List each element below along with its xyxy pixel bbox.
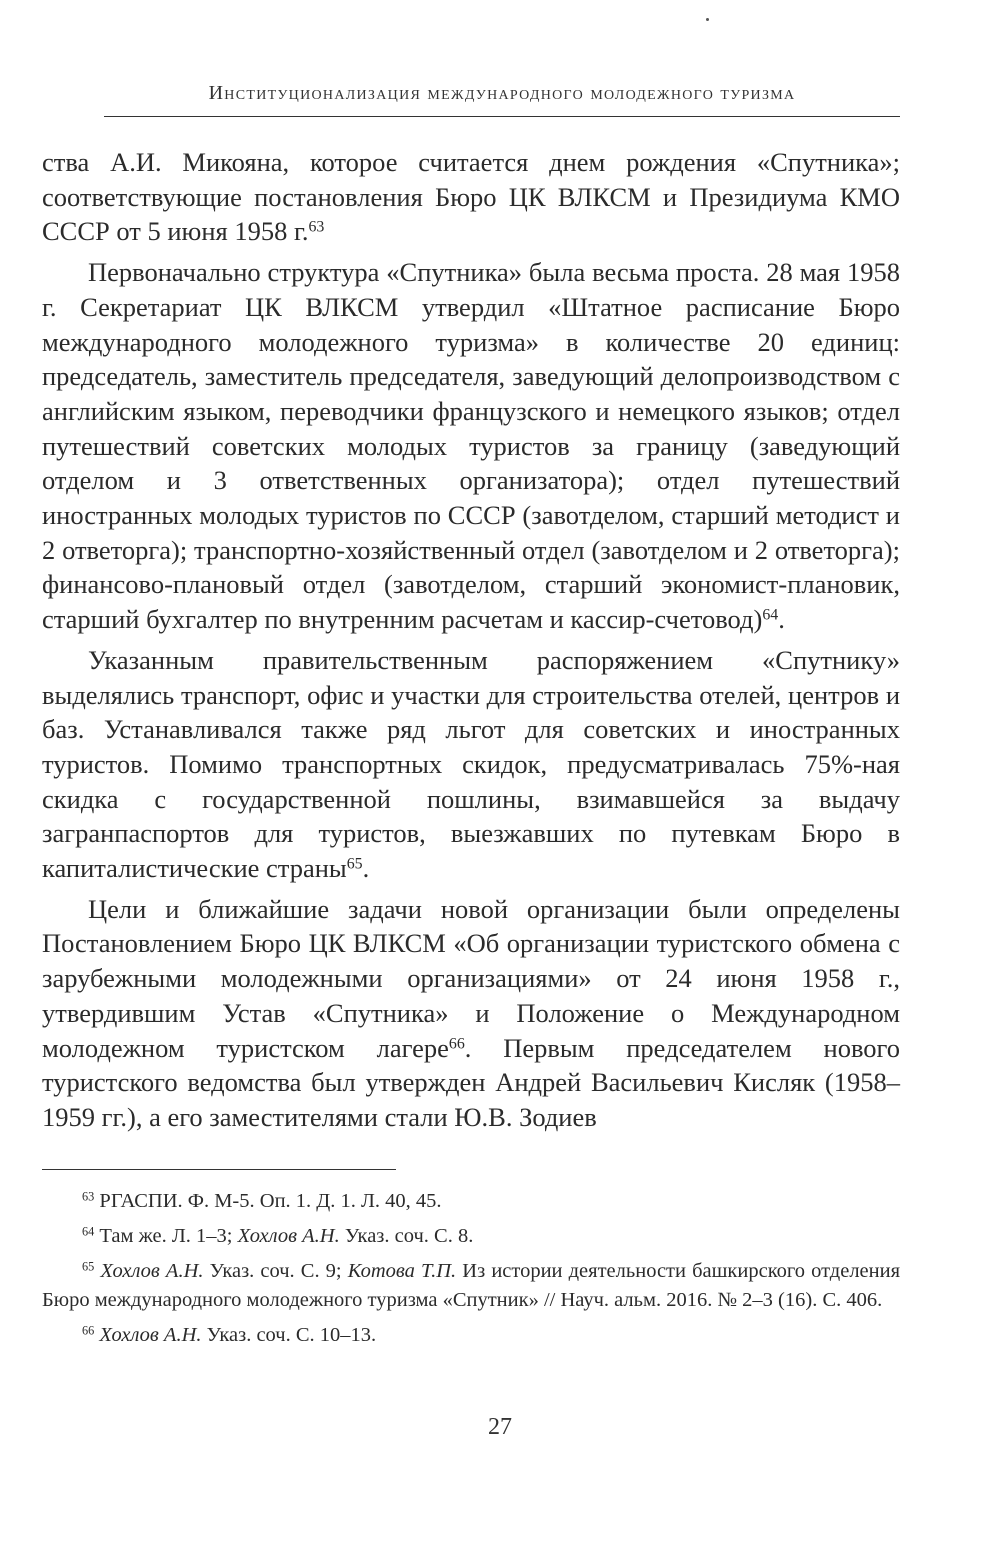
- footnotes: [42, 1187, 900, 1356]
- paragraph-text: ства А.И. Микояна, которое считается днем рождения «Спутника»; соответствующие постановления Бюро ЦК ВЛКСМ и Президиума КМО СССР от 5 июня 1958 г.: [42, 147, 900, 247]
- paragraph-tail: . Первым председателем нового туристского ведомства был утвержден Андрей Васильевич Кисляк (1958–1959 гг.), а его заместителями стали Ю.В. Зодиев: [42, 1032, 900, 1132]
- footnote-author: Котова Т.П.: [347, 1260, 457, 1282]
- footnote-65: [42, 1257, 900, 1315]
- footnote-author: Хохлов А.Н.: [99, 1324, 202, 1346]
- note-ref-65[interactable]: 65: [346, 855, 363, 873]
- paragraph-3: [42, 643, 900, 886]
- running-head: Институционализация международного молодежного туризма: [208, 82, 796, 104]
- paragraph-4: [42, 892, 900, 1135]
- footnote-66: [42, 1321, 900, 1350]
- note-ref-64[interactable]: 64: [762, 606, 779, 624]
- footnote-63: [42, 1187, 900, 1216]
- paragraph-text: Цели и ближайшие задачи новой организации были определены Постановлением Бюро ЦК ВЛКСМ «Об организации туристского обмена с зарубежными молодежными организациями» от 24 июня 1958 г., утвердившим Устав «Спутника» и Положение о Международном молодежном туристском лагере: [42, 893, 900, 1063]
- footnote-rule: [42, 1169, 396, 1170]
- footnote-text: Указ. соч. С. 8.: [339, 1225, 474, 1247]
- footnote-number: 66: [82, 1323, 95, 1338]
- footnote-author: Хохлов А.Н.: [100, 1260, 204, 1282]
- paragraph-text: Указанным правительственным распоряжением «Спутнику» выделялись транспорт, офис и участки для строительства отелей, центров и баз. Устанавливался также ряд льгот для советских и иностранных туристов. Помимо транспортных скидок, предусматривалась 75%-ная скидка с государственной пошлины, взимавшейся за выдачу загранпаспортов для туристов, выезжавших по путевкам Бюро в капиталистические страны: [42, 644, 900, 884]
- main-text: [42, 145, 900, 1141]
- paragraph-2: [42, 255, 900, 637]
- footnote-number: 64: [82, 1224, 95, 1239]
- footnote-text: Указ. соч. С. 9;: [203, 1260, 348, 1282]
- note-ref-63[interactable]: 63: [308, 218, 325, 236]
- note-ref-66[interactable]: 66: [448, 1034, 465, 1052]
- paragraph-text: Первоначально структура «Спутника» была весьма проста. 28 мая 1958 г. Секретариат ЦК ВЛКСМ утвердил «Штатное расписание Бюро международного молодежного туризма» в количестве 20 единиц: председатель, заместитель председателя, заведующий делопроизводством с английским языком, переводчики французского и немецкого языков; отдел путешествий советских молодых туристов за границу (заведующий отделом и 3 ответственных организатора); отдел путешествий иностранных молодых туристов по СССР (завотделом, старший методист и 2 ответорга); транспортно-хозяйственный отдел (завотделом и 2 ответорга); финансово-плановый отдел (завотделом, старший экономист-плановик, старший бухгалтер по внутренним расчетам и кассир-счетовод): [42, 257, 900, 635]
- footnote-text: Из истории деятельности башкирского отделения Бюро международного молодежного туризма «Спутник» // Науч. альм. 2016. № 2–3 (16). С. 406.: [42, 1260, 901, 1311]
- paragraph-1: [42, 145, 900, 249]
- paragraph-tail: .: [362, 853, 370, 884]
- footnote-number: 63: [82, 1189, 95, 1204]
- footnote-text: Там же. Л. 1–3;: [99, 1225, 238, 1247]
- footnote-text: Указ. соч. С. 10–13.: [201, 1324, 377, 1346]
- footnote-64: [42, 1222, 900, 1251]
- page-number: 27: [488, 1414, 512, 1440]
- running-head-rule: [104, 116, 900, 117]
- footnote-author: Хохлов А.Н.: [237, 1225, 340, 1247]
- scan-speck: [706, 18, 709, 21]
- footnote-text: РГАСПИ. Ф. М-5. Оп. 1. Д. 1. Л. 40, 45.: [99, 1190, 442, 1212]
- paragraph-tail: .: [778, 604, 785, 635]
- footnote-number: 65: [82, 1259, 95, 1274]
